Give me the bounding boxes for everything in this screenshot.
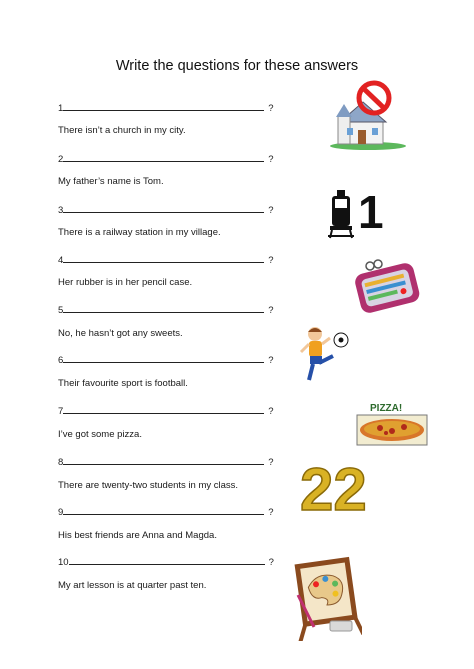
question-mark: ?	[268, 406, 274, 417]
question-number: 8	[58, 457, 64, 468]
question-number: 2	[58, 154, 64, 165]
question-number: 7	[58, 406, 64, 417]
question-line-10[interactable]	[58, 555, 274, 568]
answer-text-10: My art lesson is at quarter past ten.	[58, 580, 207, 591]
number-22-graphic: 22	[300, 456, 367, 518]
answer-blank[interactable]	[63, 152, 264, 162]
question-number: 4	[58, 255, 64, 266]
answer-text-6: Their favourite sport is football.	[58, 378, 188, 389]
answer-text-8: There are twenty-two students in my class.	[58, 480, 239, 491]
question-number: 1	[58, 103, 64, 114]
football-boy-icon	[297, 322, 353, 388]
question-mark: ?	[268, 305, 274, 316]
question-number: 5	[58, 305, 64, 316]
question-number: 9	[58, 507, 64, 518]
answer-blank[interactable]	[63, 404, 264, 414]
no-church-icon	[328, 80, 406, 152]
train-station-icon	[328, 182, 384, 240]
answer-blank[interactable]	[63, 353, 264, 363]
answer-text-1: There isn’t a church in my city.	[58, 125, 186, 136]
pizza-icon	[354, 400, 430, 448]
question-line-8[interactable]	[58, 455, 274, 468]
answer-blank[interactable]	[63, 203, 264, 213]
answer-text-4: Her rubber is in her pencil case.	[58, 277, 193, 288]
pizza-sign-text: PIZZA!	[370, 403, 403, 414]
question-mark: ?	[268, 457, 274, 468]
question-line-2[interactable]	[58, 152, 274, 165]
question-mark: ?	[268, 557, 274, 568]
question-mark: ?	[268, 103, 274, 114]
answer-text-2: My father’s name is Tom.	[58, 176, 164, 187]
answer-blank[interactable]	[63, 505, 264, 515]
question-number: 3	[58, 205, 64, 216]
answer-text-3: There is a railway station in my village.	[58, 227, 221, 238]
question-mark: ?	[268, 255, 274, 266]
number-1-graphic: 1	[358, 186, 384, 238]
answer-text-7: I’ve got some pizza.	[58, 429, 142, 440]
question-number: 6	[58, 355, 64, 366]
question-mark: ?	[268, 205, 274, 216]
question-line-9[interactable]	[58, 505, 274, 518]
number-22-icon	[298, 456, 384, 518]
question-line-7[interactable]	[58, 404, 274, 417]
answer-blank[interactable]	[69, 555, 265, 565]
question-line-1[interactable]	[58, 101, 274, 114]
answer-blank[interactable]	[63, 455, 264, 465]
question-line-6[interactable]	[58, 353, 274, 366]
answer-blank[interactable]	[63, 303, 264, 313]
question-mark: ?	[268, 507, 274, 518]
question-mark: ?	[268, 355, 274, 366]
answer-blank[interactable]	[63, 253, 264, 263]
answer-text-5: No, he hasn’t got any sweets.	[58, 328, 183, 339]
question-number: 10	[58, 557, 69, 568]
question-mark: ?	[268, 154, 274, 165]
question-line-4[interactable]	[58, 253, 274, 266]
art-palette-icon	[290, 555, 362, 641]
question-line-5[interactable]	[58, 303, 274, 316]
worksheet-title: Write the questions for these answers	[115, 58, 359, 74]
answer-blank[interactable]	[63, 101, 264, 111]
answer-text-9: His best friends are Anna and Magda.	[58, 530, 217, 541]
pencil-case-icon	[352, 256, 422, 318]
question-line-3[interactable]	[58, 203, 274, 216]
